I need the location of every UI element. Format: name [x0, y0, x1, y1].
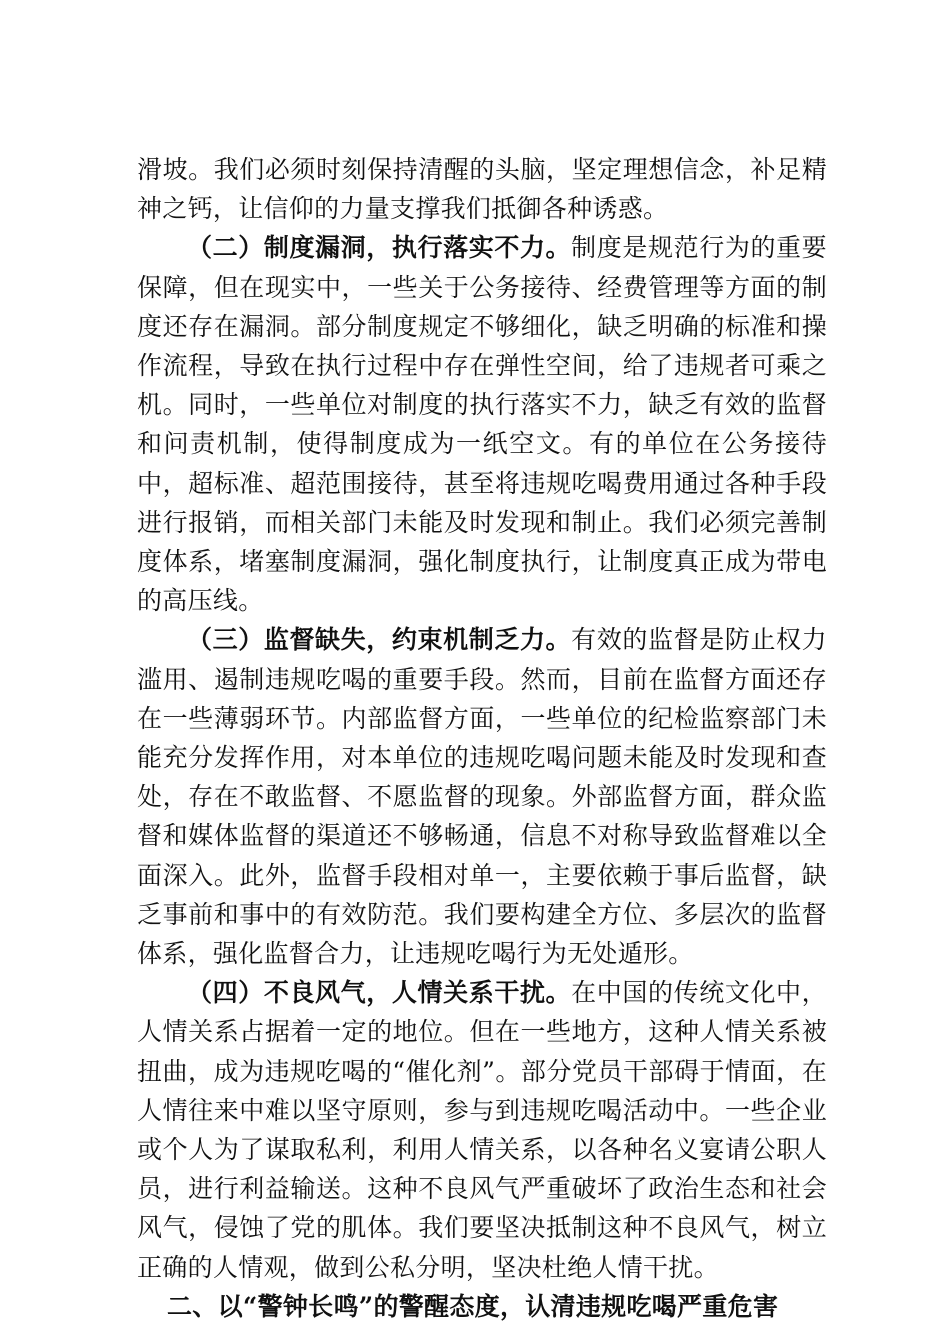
paragraph-continuation — [137, 150, 827, 228]
paragraph-bad-culture — [137, 973, 827, 1287]
paragraph-supervision-missing — [137, 620, 827, 973]
paragraph-text: 滑坡。我们必须时刻保持清醒的头脑，坚定理想信念，补足精神之钙，让信仰的力量支撑我们抵御各种诱惑。 — [137, 155, 827, 224]
paragraph-text: 有效的监督是防止权力滥用、遏制违规吃喝的重要手段。然而，目前在监督方面还存在一些薄弱环节。内部监督方面，一些单位的纪检监察部门未能充分发挥作用，对本单位的违规吃喝问题未能及时发现和查处，存在不敢监督、不愿监督的现象。外部监督方面，群众监督和媒体监督的渠道还不够畅通，信息不对称导致监督难以全面深入。此外，监督手段相对单一，主要依赖于事后监督，缺乏事前和事中的有效防范。我们要构建全方位、多层次的监督体系，强化监督合力，让违规吃喝行为无处遁形。 — [137, 625, 827, 969]
document-page — [137, 150, 827, 1326]
paragraph-text: 在中国的传统文化中，人情关系占据着一定的地位。但在一些地方，这种人情关系被扭曲，成为违规吃喝的“催化剂”。部分党员干部碍于情面，在人情往来中难以坚守原则，参与到违规吃喝活动中。一些企业或个人为了谋取私利，利用人情关系，以各种名义宴请公职人员，进行利益输送。这种不良风气严重破坏了政治生态和社会风气，侵蚀了党的肌体。我们要坚决抵制这种不良风气，树立正确的人情观，做到公私分明，坚决杜绝人情干扰。 — [137, 978, 827, 1282]
section-heading: 二、以“警钟长鸣”的警醒态度，认清违规吃喝严重危害 — [167, 1291, 779, 1321]
paragraph-lead: （三）监督缺失，约束机制乏力。 — [187, 625, 572, 655]
paragraph-lead: （二）制度漏洞，执行落实不力。 — [187, 233, 572, 263]
paragraph-lead: （四）不良风气，人情关系干扰。 — [187, 978, 572, 1008]
paragraph-text: 制度是规范行为的重要保障，但在现实中，一些关于公务接待、经费管理等方面的制度还存在漏洞。部分制度规定不够细化，缺乏明确的标准和操作流程，导致在执行过程中存在弹性空间，给了违规者可乘之机。同时，一些单位对制度的执行落实不力，缺乏有效的监督和问责机制，使得制度成为一纸空文。有的单位在公务接待中，超标准、超范围接待，甚至将违规吃喝费用通过各种手段进行报销，而相关部门未能及时发现和制止。我们必须完善制度体系，堵塞制度漏洞，强化制度执行，让制度真正成为带电的高压线。 — [137, 233, 827, 616]
paragraph-institution-loopholes — [137, 228, 827, 620]
